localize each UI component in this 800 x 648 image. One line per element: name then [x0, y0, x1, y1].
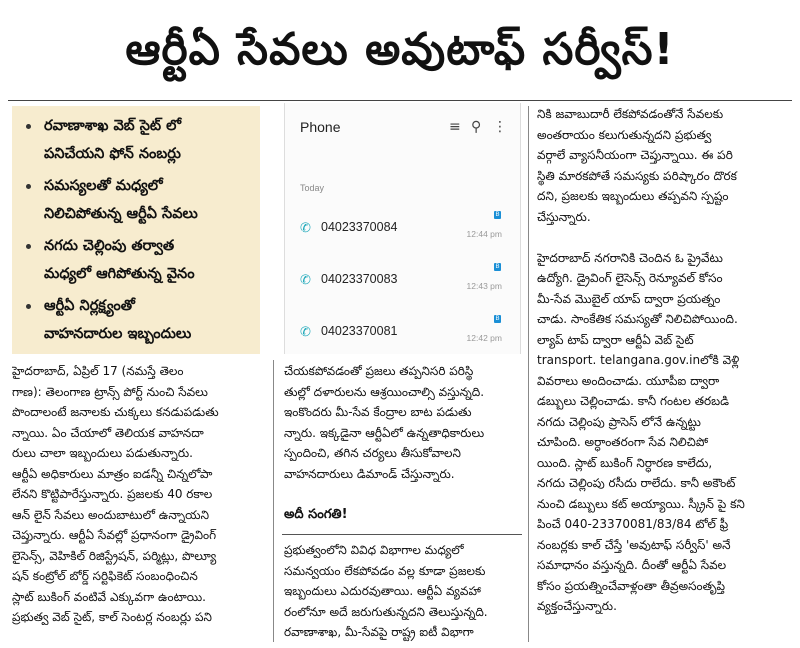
phone-call-icon: ✆ [300, 325, 311, 340]
article-line: నికి జవాబుదారీ లేకపోవడంతోనే సేవలకు [537, 107, 724, 121]
more-vertical-icon[interactable]: ⋮ [493, 119, 507, 135]
bullet-icon [26, 124, 31, 129]
sim-badge: B [495, 264, 500, 270]
article-line: ఉద్యోగి. డ్రైవింగ్ లైసెన్స్ రెన్యూవల్ కోసం [537, 271, 723, 285]
highlight-line: వాహనదారుల ఇబ్బందులు [44, 326, 192, 342]
bullet-icon [26, 244, 31, 249]
highlight-item [26, 112, 256, 168]
article-line: హైదరాబాద్, ఏప్రిల్ 17 (నమస్తే తెలం [12, 364, 184, 378]
article-line [537, 227, 789, 248]
article-line: ఆర్టీఏ అధికారులు మాత్రం ఐడన్నీ చిన్నలోపా [12, 466, 213, 481]
article-column-2-top [284, 361, 522, 484]
highlight-line: ఆర్టీఏ నిర్లక్ష్యంతో [44, 298, 135, 314]
call-number: 04023370081 [321, 324, 398, 338]
headline: ఆర్టీఏ సేవలు అవుటాఫ్ సర్వీస్! [125, 24, 675, 75]
highlights-box [12, 106, 260, 354]
article-line: నగదు చెల్లింపు రసీదు రాలేదు. కానీ అకౌంట్ [537, 476, 736, 490]
headline-rule [8, 100, 792, 101]
article-line: వర్గాలే వ్యాసనీయంగా చెప్తున్నాయి. ఈ పరి [537, 148, 733, 162]
highlight-item [26, 172, 256, 228]
article-line: రవాణాశాఖ, మీ-సేవపై రాష్ట్ర ఐటీ విభాగా [284, 625, 474, 639]
phone-call-icon: ✆ [300, 273, 311, 288]
call-time: 12:43 pm [466, 281, 502, 291]
bullet-icon [26, 304, 31, 309]
article-line: దని, ప్రజలకు ఇబ్బందులు తప్పవని స్పష్టం [537, 189, 729, 203]
article-line: చేస్తున్నారు. [537, 209, 591, 224]
call-log-section-label: Today [300, 183, 325, 193]
call-log-row[interactable] [285, 263, 520, 303]
column-divider [273, 360, 274, 642]
article-line: ఆన్ లైన్ సేవలు అందుబాటులో ఉన్నాయని [12, 507, 210, 522]
highlight-line: పనిచేయని ఫోన్ నంబర్లు [44, 146, 181, 162]
phone-call-log-screenshot [284, 103, 521, 354]
call-time: 12:42 pm [466, 333, 502, 343]
article-line: నగదు చెల్లింపు ప్రాసెస్ లోనే ఉన్నట్టు [537, 414, 701, 429]
article-line: లైసెన్స్, వెహికిల్ రిజిస్ట్రేషన్, పర్మిట్లు, పొల్యూ [12, 548, 217, 563]
article-line: డబ్బులు చెల్లించాడు. కానీ గంటల తరబడి [537, 394, 730, 408]
article-line: సమాధానం వస్తున్నది. దీంతో ఆర్టీఏ సేవల [537, 558, 727, 572]
call-time: 12:44 pm [466, 229, 502, 239]
phone-call-icon: ✆ [300, 221, 311, 236]
article-line: అంతరాయం కలుగుతున్నదని ప్రభుత్వ [537, 127, 712, 142]
article-line: ప్రభుత్వ వెబ్ సైట్, కాల్ సెంటర్ల నంబర్లు పని [12, 610, 212, 624]
highlight-line: మధ్యలో ఆగిపోతున్న వైనం [44, 266, 195, 282]
article-line: నంబర్లకు కాల్ చేస్తే 'అవుటాఫ్ సర్వీస్' అనే [537, 537, 731, 552]
article-line: సమన్వయం లేకపోవడం వల్ల కూడా ప్రజలకు [284, 563, 486, 578]
article-line: వ్యక్తంచేస్తున్నారు. [537, 599, 617, 613]
highlight-item [26, 232, 256, 288]
call-log-row[interactable] [285, 315, 520, 355]
sim-badge: B [495, 316, 500, 322]
call-log-row[interactable] [285, 211, 520, 251]
article-line: యింది. స్లాట్ బుకింగ్ నిర్ధారణ కాలేదు, [537, 455, 713, 470]
article-line: వివరాలు అందించాడు. యూపీఐ ద్వారా [537, 373, 720, 388]
article-line: ల్యాప్ టాప్ ద్వారా ఆర్టీఏ వెబ్ సైట్ [537, 332, 694, 347]
article-line: రంలోనూ అదే జరుగుతున్నదని తెలుస్తున్నది. [284, 604, 488, 619]
article-line: న్నాయి. ఏం చేయాలో తెలియక వాహనదా [12, 425, 204, 440]
sim-badge: B [495, 212, 500, 218]
article-line: పొందాలంటే జనాలకు చుక్కలు కనడుపడుతు [12, 405, 219, 419]
article-line: లేనని కొట్టిపారేస్తున్నారు. ప్రజలకు 40 రకాల [12, 487, 213, 501]
phone-app-title: Phone [300, 119, 341, 135]
article-line: తుల్లో దళారులను ఆశ్రయించాల్సి వస్తున్నది. [284, 384, 485, 399]
subheading-rule [282, 534, 522, 535]
article-column-3 [537, 104, 789, 617]
section-subheading: అదీ సంగతి! [284, 507, 348, 522]
article-line: ఇబ్బందులు ఎదురవుతాయి. ఆర్టీఏ వ్యవహా [284, 584, 481, 598]
article-column-1 [12, 361, 264, 628]
article-line: షన్ కంట్రోల్ బోర్డ్ సర్టిఫికెట్ సంబంధించిన [12, 569, 198, 583]
article-line: కోసం ప్రయత్నించేవాళ్లంతా తీవ్రఅసంతృప్తి [537, 578, 726, 593]
highlight-line: రవాణాశాఖ వెబ్ సైట్ లో [44, 118, 182, 134]
article-line: గాణ): తెలంగాణ ట్రాన్స్ పోర్ట్ నుంచి సేవలు [12, 384, 208, 399]
bullet-icon [26, 184, 31, 189]
highlight-line: నిలిచిపోతున్న ఆర్టీఏ సేవలు [44, 206, 198, 222]
article-line: వాహనదారులు డిమాండ్ చేస్తున్నారు. [284, 466, 455, 481]
call-number: 04023370084 [321, 220, 398, 234]
article-line: transport. telangana.gov.inలోకి వెళ్లి [537, 353, 740, 367]
article-line: న్నారు. ఇక్కడైనా ఆర్టీఏలో ఉన్నతాధికారులు [284, 425, 485, 440]
article-line: స్పందించి, తగిన చర్యలు తీసుకోవాలని [284, 446, 461, 460]
search-icon[interactable]: ⚲ [471, 119, 482, 135]
article-line: స్లాట్ బుకింగ్ వంటివే ఎక్కువగా ఉంటాయి. [12, 589, 206, 604]
article-line: పించే 040-23370081/83/84 టోల్ ఫ్రీ [537, 517, 729, 531]
article-line: నుంచి డబ్బులు కట్ అయ్యాయి. స్క్రీన్ పై కని [537, 496, 745, 511]
highlight-item [26, 292, 256, 348]
article-line: చెప్తున్నారు. ఆర్టీఏ సేవల్లో ప్రధానంగా డ్రైవింగ్ [12, 528, 217, 542]
article-line: చూపింది. అర్ధాంతరంగా సేవ నిలిచిపో [537, 435, 709, 449]
article-line: చాడు. సాంకేతిక సమస్యతో నిలిచిపోయింది. [537, 312, 738, 326]
highlight-line: సమస్యలతో మధ్యలో [44, 178, 163, 194]
column-divider [528, 106, 529, 642]
call-number: 04023370083 [321, 272, 398, 286]
highlight-line: నగదు చెల్లింపు తర్వాత [44, 238, 175, 254]
article-line: చేయకపోవడంతో ప్రజలు తప్పనిసరి పరిస్థి [284, 364, 474, 378]
filter-icon[interactable]: ≡ [449, 119, 461, 135]
article-line: ఇంకొందరు మీ-సేవ కేంద్రాల బాట పడుతు [284, 405, 472, 419]
article-line: హైదరాబాద్ నగరానికి చెందిన ఓ ప్రైవేటు [537, 250, 723, 265]
article-line: ప్రభుత్వంలోని వివిధ విభాగాల మధ్యలో [284, 543, 464, 557]
article-column-2-bottom [284, 540, 522, 643]
article-line: స్థితి మారకపోతే సమస్యకు పరిష్కారం దొరక [537, 168, 737, 183]
article-line: రులు చాలా ఇబ్బందులు పడుతున్నారు. [12, 446, 193, 460]
article-line: మీ-సేవ మొబైల్ యాప్ ద్వారా ప్రయత్నం [537, 291, 721, 306]
